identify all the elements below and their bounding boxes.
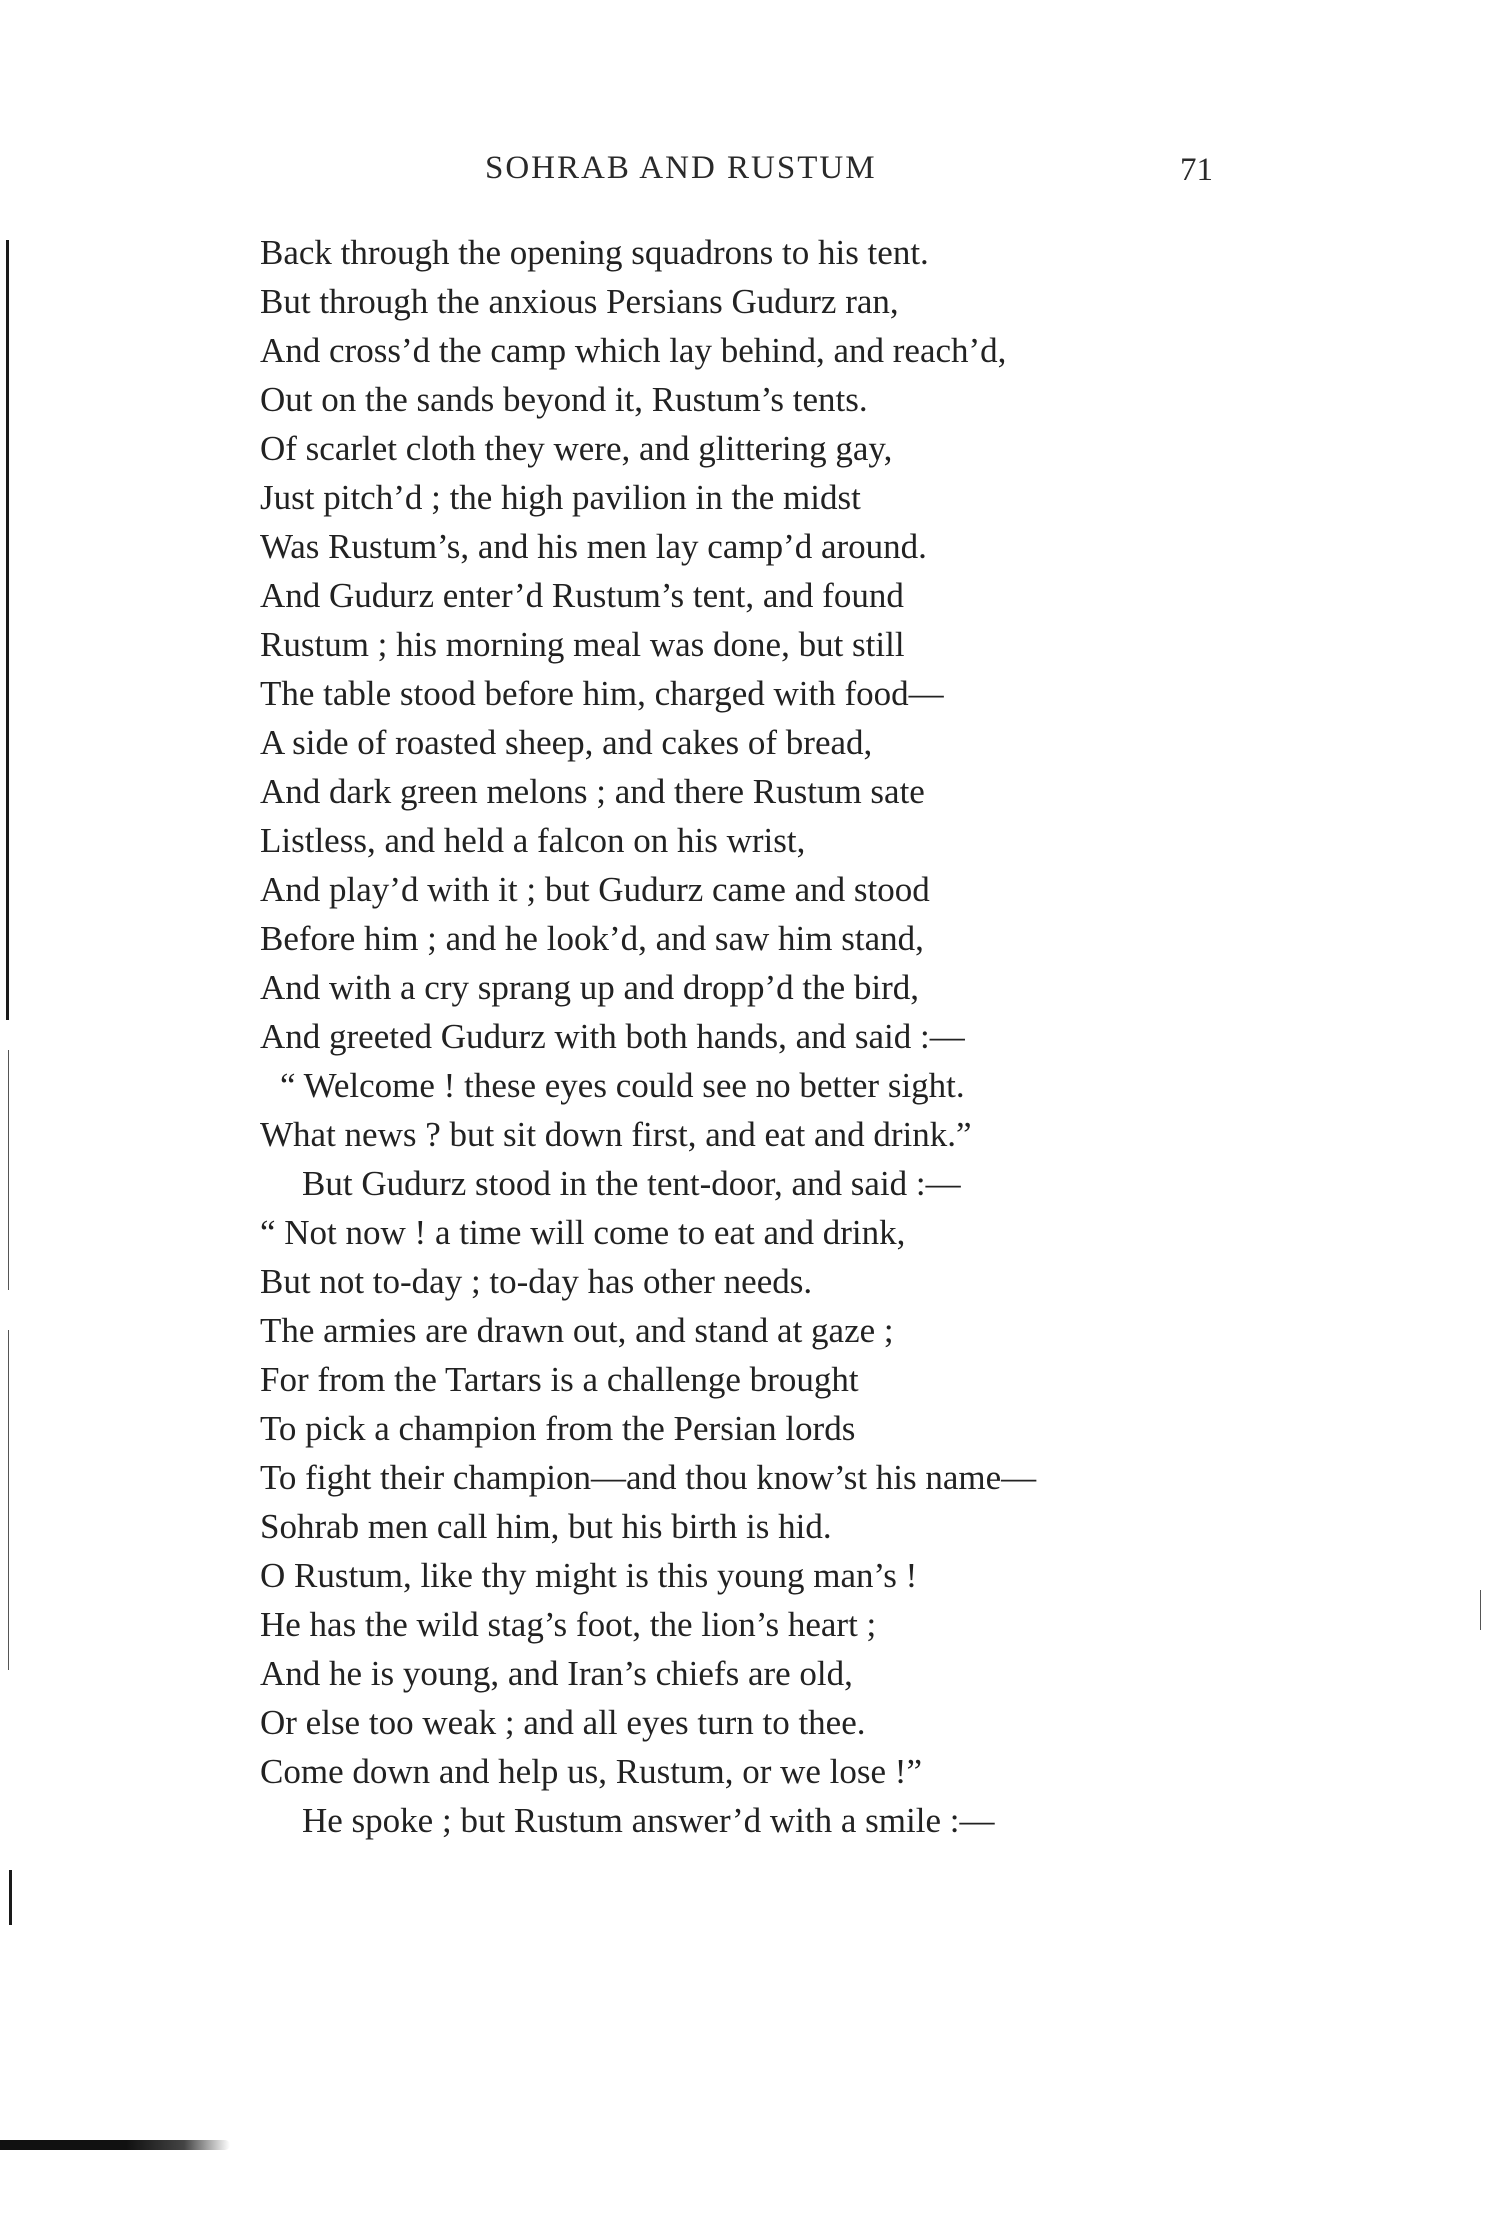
poem-line: O Rustum, like thy might is this young man’s ! — [260, 1556, 918, 1595]
scan-edge-mark — [8, 1430, 9, 1550]
poem-line: Of scarlet cloth they were, and glittering gay, — [260, 429, 893, 468]
poem-line: And with a cry sprang up and dropp’d the bird, — [260, 968, 920, 1007]
poem-line: He has the wild stag’s foot, the lion’s heart ; — [260, 1605, 877, 1644]
poem-line: The table stood before him, charged with food— — [260, 674, 944, 713]
poem-line: Sohrab men call him, but his birth is hid. — [260, 1507, 832, 1546]
poem-line: To pick a champion from the Persian lords — [260, 1409, 856, 1448]
poem-line: But not to-day ; to-day has other needs. — [260, 1262, 813, 1301]
poem-line: And Gudurz enter’d Rustum’s tent, and found — [260, 576, 904, 615]
poem-line: A side of roasted sheep, and cakes of bread, — [260, 723, 873, 762]
poem-line: The armies are drawn out, and stand at gaze ; — [260, 1311, 894, 1350]
poem-line: And play’d with it ; but Gudurz came and stood — [260, 870, 930, 909]
poem-line: Was Rustum’s, and his men lay camp’d around. — [260, 527, 927, 566]
page-number: 71 — [1180, 152, 1213, 188]
poem-line: And dark green melons ; and there Rustum sate — [260, 772, 925, 811]
scan-smudge — [0, 2140, 230, 2150]
scan-edge-mark — [8, 1050, 9, 1290]
poem-line: “ Welcome ! these eyes could see no better sight. — [280, 1066, 965, 1105]
poem-line: And he is young, and Iran’s chiefs are old, — [260, 1654, 853, 1693]
poem-line: And greeted Gudurz with both hands, and said :— — [260, 1017, 965, 1056]
poem-line: Rustum ; his morning meal was done, but still — [260, 625, 905, 664]
poem-line: And cross’d the camp which lay behind, and reach’d, — [260, 331, 1007, 370]
poem-line: He spoke ; but Rustum answer’d with a smile :— — [302, 1801, 995, 1840]
poem-line: But Gudurz stood in the tent-door, and said :— — [302, 1164, 961, 1203]
poem-line: Listless, and held a falcon on his wrist, — [260, 821, 806, 860]
poem-line: Just pitch’d ; the high pavilion in the midst — [260, 478, 861, 517]
poem-line: Before him ; and he look’d, and saw him stand, — [260, 919, 924, 958]
poem-line: Or else too weak ; and all eyes turn to thee. — [260, 1703, 866, 1742]
poem-line: What news ? but sit down first, and eat and drink.” — [260, 1115, 972, 1154]
poem-line: Out on the sands beyond it, Rustum’s tents. — [260, 380, 868, 419]
scan-edge-mark — [6, 240, 9, 1020]
poem-line: For from the Tartars is a challenge brought — [260, 1360, 859, 1399]
poem-text — [260, 228, 1036, 1845]
poem-line: Come down and help us, Rustum, or we lose !” — [260, 1752, 922, 1791]
scan-edge-mark — [9, 1870, 12, 1925]
poem-line: To fight their champion—and thou know’st his name— — [260, 1458, 1037, 1497]
scan-edge-mark — [1480, 1590, 1481, 1630]
poem-line: Back through the opening squadrons to his tent. — [260, 233, 929, 272]
page-header — [0, 150, 1505, 190]
poem-line: But through the anxious Persians Gudurz ran, — [260, 282, 899, 321]
running-head: SOHRAB AND RUSTUM — [485, 150, 877, 186]
poem-line: “ Not now ! a time will come to eat and drink, — [260, 1213, 906, 1252]
